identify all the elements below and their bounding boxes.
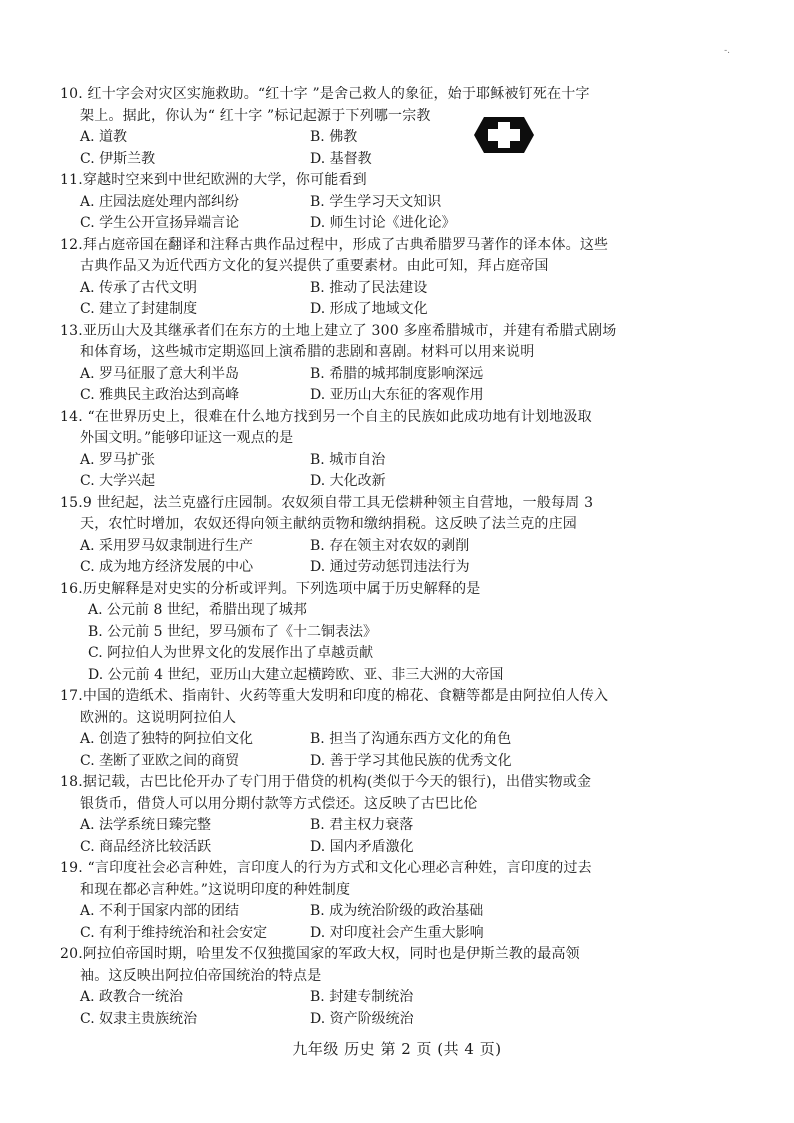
answer-option-row bbox=[80, 471, 740, 493]
question-stem: 12.拜占庭帝国在翻译和注释古典作品过程中，形成了古典希腊罗马著作的译本体。这些 bbox=[60, 236, 609, 253]
answer-option-row bbox=[80, 192, 740, 214]
answer-option: A. 公元前 8 世纪，希腊出现了城邦 bbox=[88, 602, 307, 618]
answer-option: D. 善于学习其他民族的优秀文化 bbox=[310, 752, 512, 769]
question-stem: 15.9 世纪起，法兰克盛行庄园制。农奴须自带工具无偿耕种领主自营地，一般每周 3 bbox=[60, 494, 594, 511]
answer-options bbox=[60, 729, 740, 772]
answer-option: A. 创造了独特的阿拉伯文化 bbox=[80, 731, 254, 747]
question-block bbox=[60, 321, 740, 407]
answer-options bbox=[60, 450, 740, 493]
question-stem-continued: 外国文明。”能够印证这一观点的是 bbox=[80, 430, 294, 446]
answer-option: B. 成为统治阶级的政治基础 bbox=[310, 903, 484, 919]
answer-options bbox=[60, 901, 740, 944]
answer-option: A. 采用罗马奴隶制进行生产 bbox=[80, 537, 254, 554]
question-block bbox=[60, 944, 740, 1030]
answer-option: A. 罗马征服了意大利半岛 bbox=[80, 365, 240, 382]
answer-option: A. 庄园法庭处理内部纠纷 bbox=[80, 193, 240, 210]
answer-option-row bbox=[80, 837, 740, 859]
answer-options bbox=[60, 192, 740, 235]
question-stem: 18.据记载，古巴比伦开办了专门用于借贷的机构(类似于今天的银行)，出借实物或金 bbox=[60, 774, 592, 790]
answer-option-row bbox=[80, 450, 740, 472]
answer-option: D. 通过劳动惩罚违法行为 bbox=[310, 559, 470, 575]
question-block bbox=[60, 579, 740, 687]
question-block bbox=[60, 858, 740, 944]
answer-option-row bbox=[80, 536, 740, 558]
question-stem: 20.阿拉伯帝国时期，哈里发不仅独揽国家的军政大权，同时也是伊斯兰教的最高领 bbox=[60, 946, 580, 962]
answer-options bbox=[60, 815, 740, 858]
question-stem: 16.历史解释是对史实的分析或评判。下列选项中属于历史解释的是 bbox=[60, 580, 481, 597]
answer-option: C. 大学兴起 bbox=[80, 473, 156, 489]
answer-option-row bbox=[80, 299, 740, 321]
question-stem: 13.亚历山大及其继承者们在东方的土地上建立了 300 多座希腊城市，并建有希腊式剧场 bbox=[60, 322, 617, 339]
answer-option: C. 奴隶主贵族统治 bbox=[80, 1010, 198, 1027]
answer-option: B. 公元前 5 世纪，罗马颁布了《十二铜表法》 bbox=[88, 623, 377, 640]
answer-option: C. 雅典民主政治达到高峰 bbox=[80, 387, 240, 403]
question-stem-continued: 天，农忙时增加，农奴还得向领主献纳贡物和缴纳捐税。这反映了法兰克的庄园 bbox=[80, 516, 577, 532]
question-stem-continued: 和体育场，这些城市定期巡回上演希腊的悲剧和喜剧。材料可以用来说明 bbox=[80, 344, 535, 360]
answer-option-row bbox=[80, 557, 740, 579]
question-stem-continued: 欧洲的。这说明阿拉伯人 bbox=[80, 709, 237, 726]
answer-option-row bbox=[80, 751, 740, 773]
answer-option: A. 不利于国家内部的团结 bbox=[80, 903, 240, 919]
answer-option: B. 希腊的城邦制度影响深远 bbox=[310, 365, 484, 382]
question-block bbox=[60, 170, 740, 235]
answer-option-row bbox=[80, 385, 740, 407]
answer-option: D. 对印度社会产生重大影响 bbox=[310, 924, 484, 941]
answer-option: C. 学生公开宣扬异端言论 bbox=[80, 215, 240, 231]
question-stem-continued: 架上。据此，你认为“ 红十字 ”标记起源于下列哪一宗教 bbox=[80, 107, 431, 124]
question-stem-continued: 和现在都必言种姓。”这说明印度的种姓制度 bbox=[80, 881, 351, 898]
question-stem: 11.穿越时空来到中世纪欧洲的大学，你可能看到 bbox=[60, 172, 367, 188]
answer-option: B. 存在领主对农奴的剥削 bbox=[310, 537, 470, 554]
answer-options bbox=[60, 364, 740, 407]
answer-option: D. 亚历山大东征的客观作用 bbox=[310, 387, 484, 403]
answer-option: D. 师生讨论《进化论》 bbox=[310, 215, 456, 231]
corner-mark: -. bbox=[724, 46, 730, 56]
question-list bbox=[60, 84, 740, 1030]
answer-option: C. 成为地方经济发展的中心 bbox=[80, 559, 254, 575]
answer-option: B. 城市自治 bbox=[310, 451, 386, 468]
answer-option: C. 商品经济比较活跃 bbox=[80, 838, 212, 855]
question-block bbox=[60, 235, 740, 321]
answer-option: B. 学生学习天文知识 bbox=[310, 193, 442, 210]
question-stem: 14. “在世界历史上，很难在什么地方找到另一个自主的民族如此成功地有计划地汲取 bbox=[60, 408, 592, 425]
question-stem: 17.中国的造纸术、指南针、火药等重大发明和印度的棉花、食糖等都是由阿拉伯人传入 bbox=[60, 688, 609, 704]
answer-option-row bbox=[80, 815, 740, 837]
answer-option: A. 道教 bbox=[80, 129, 128, 145]
answer-option-row bbox=[80, 901, 740, 923]
answer-option: D. 国内矛盾激化 bbox=[310, 838, 414, 855]
answer-option: A. 法学系统日臻完整 bbox=[80, 817, 212, 833]
question-stem-continued: 袖。这反映出阿拉伯帝国统治的特点是 bbox=[80, 967, 322, 984]
answer-option-row bbox=[80, 729, 740, 751]
answer-option-row bbox=[80, 213, 740, 235]
answer-options bbox=[60, 278, 740, 321]
answer-option-row bbox=[80, 364, 740, 386]
answer-option-row bbox=[80, 1009, 740, 1031]
answer-option: C. 阿拉伯人为世界文化的发展作出了卓越贡献 bbox=[88, 645, 374, 661]
answer-option: B. 封建专制统治 bbox=[310, 989, 414, 1005]
answer-option: C. 建立了封建制度 bbox=[80, 301, 198, 317]
answer-options bbox=[60, 536, 740, 579]
answer-option-row bbox=[80, 923, 740, 945]
question-stem: 10. 红十字会对灾区实施救助。“红十字 ”是舍己救人的象征，始于耶稣被钉死在十字 bbox=[60, 86, 590, 102]
answer-options bbox=[60, 987, 740, 1030]
answer-options bbox=[60, 127, 740, 170]
answer-option: A. 传承了古代文明 bbox=[80, 279, 198, 296]
answer-option: A. 政教合一统治 bbox=[80, 989, 184, 1005]
answer-option: C. 伊斯兰教 bbox=[80, 150, 156, 167]
question-block bbox=[60, 407, 740, 493]
answer-option: C. 有利于维持统治和社会安定 bbox=[80, 924, 268, 941]
answer-option: B. 佛教 bbox=[310, 129, 358, 145]
answer-option: D. 形成了地域文化 bbox=[310, 301, 428, 317]
question-block bbox=[60, 84, 740, 170]
answer-option: B. 君主权力衰落 bbox=[310, 817, 414, 833]
question-block bbox=[60, 772, 740, 858]
answer-option: A. 罗马扩张 bbox=[80, 451, 156, 468]
answer-option: D. 基督教 bbox=[310, 150, 372, 167]
answer-option-row bbox=[80, 987, 740, 1009]
question-block bbox=[60, 686, 740, 772]
question-stem: 19. “言印度社会必言种姓，言印度人的行为方式和文化心理必言种姓，言印度的过去 bbox=[60, 860, 592, 876]
page-footer: 九年级 历史 第 2 页 (共 4 页) bbox=[292, 1040, 502, 1058]
answer-option: D. 大化改新 bbox=[310, 473, 386, 489]
answer-option: D. 公元前 4 世纪，亚历山大建立起横跨欧、亚、非三大洲的大帝国 bbox=[88, 666, 504, 683]
answer-option-row bbox=[80, 278, 740, 300]
question-block bbox=[60, 493, 740, 579]
answer-option: B. 担当了沟通东西方文化的角色 bbox=[310, 731, 512, 747]
answer-option-row bbox=[80, 149, 740, 171]
answer-option: C. 垄断了亚欧之间的商贸 bbox=[80, 752, 240, 769]
answer-option: B. 推动了民法建设 bbox=[310, 279, 428, 296]
answer-options bbox=[60, 600, 740, 686]
question-stem-continued: 古典作品又为近代西方文化的复兴提供了重要素材。由此可知，拜占庭帝国 bbox=[80, 258, 549, 274]
question-stem-continued: 银货币，借贷人可以用分期付款等方式偿还。这反映了古巴比伦 bbox=[80, 795, 478, 812]
answer-option-row bbox=[80, 127, 740, 149]
answer-option: D. 资产阶级统治 bbox=[310, 1010, 414, 1027]
